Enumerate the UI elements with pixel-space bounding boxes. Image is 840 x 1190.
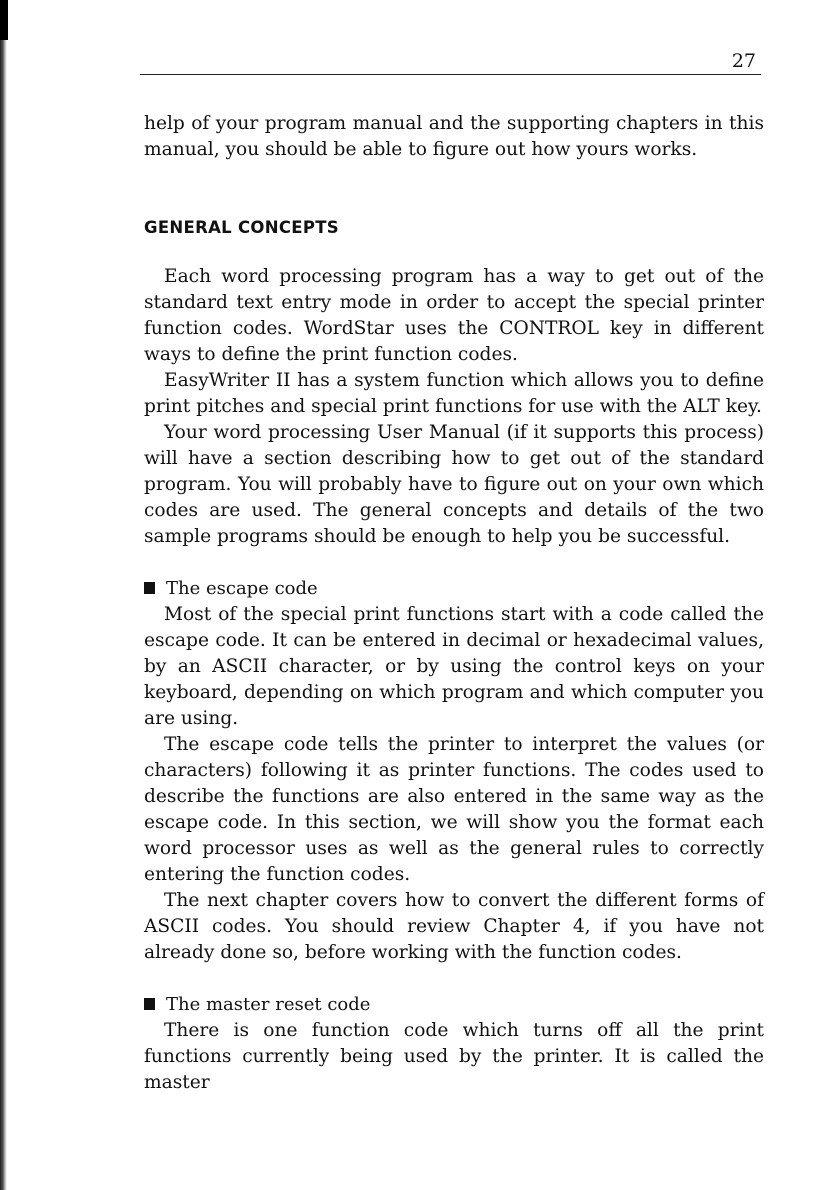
page-body (144, 111, 764, 1096)
paragraph: There is one function code which turns off all the print functions currently being used by the printer. It is called the master (144, 1020, 764, 1093)
subsection-title: The escape code (166, 578, 318, 599)
header-rule (140, 74, 761, 75)
page-number: 27 (731, 50, 756, 72)
subsection-heading (144, 992, 764, 1018)
bullet-icon (144, 582, 155, 594)
paragraph: Most of the special print functions start with a code called the escape code. It can be entered in decimal or hexadecimal values, by an ASCII character, or by using the control keys on your keyboard, depending on which program and which computer you are using. (144, 604, 764, 729)
subsection-title: The master reset code (166, 994, 371, 1015)
paragraph: Your word processing User Manual (if it supports this process) will have a section describing how to get out of the standard program. You will probably have to figure out on your own which codes are used. The general concepts and details of the two sample programs should be enough to help you be successful. (144, 422, 764, 547)
bullet-icon (144, 998, 155, 1010)
paragraph: The escape code tells the printer to interpret the values (or characters) following it as printer functions. The codes used to describe the functions are also entered in the same way as the escape code. In this section, we will show you the format each word processor uses as well as the general rules to correctly entering the function codes. (144, 734, 764, 885)
paragraph: EasyWriter II has a system function which allows you to define print pitches and special print functions for use with the ALT key. (144, 370, 764, 417)
subsection-heading (144, 576, 764, 602)
intro-paragraph: help of your program manual and the supporting chapters in this manual, you should be able to figure out how yours works. (144, 113, 764, 160)
scan-edge (0, 0, 7, 1190)
paragraph: The next chapter covers how to convert the different forms of ASCII codes. You should review Chapter 4, if you have not already done so, before working with the function codes. (144, 890, 764, 963)
scan-edge-mark (0, 0, 8, 40)
paragraph: Each word processing program has a way to get out of the standard text entry mode in order to accept the special printer function codes. WordStar uses the CONTROL key in different ways to define the print function codes. (144, 266, 764, 365)
section-heading: GENERAL CONCEPTS (144, 218, 339, 237)
